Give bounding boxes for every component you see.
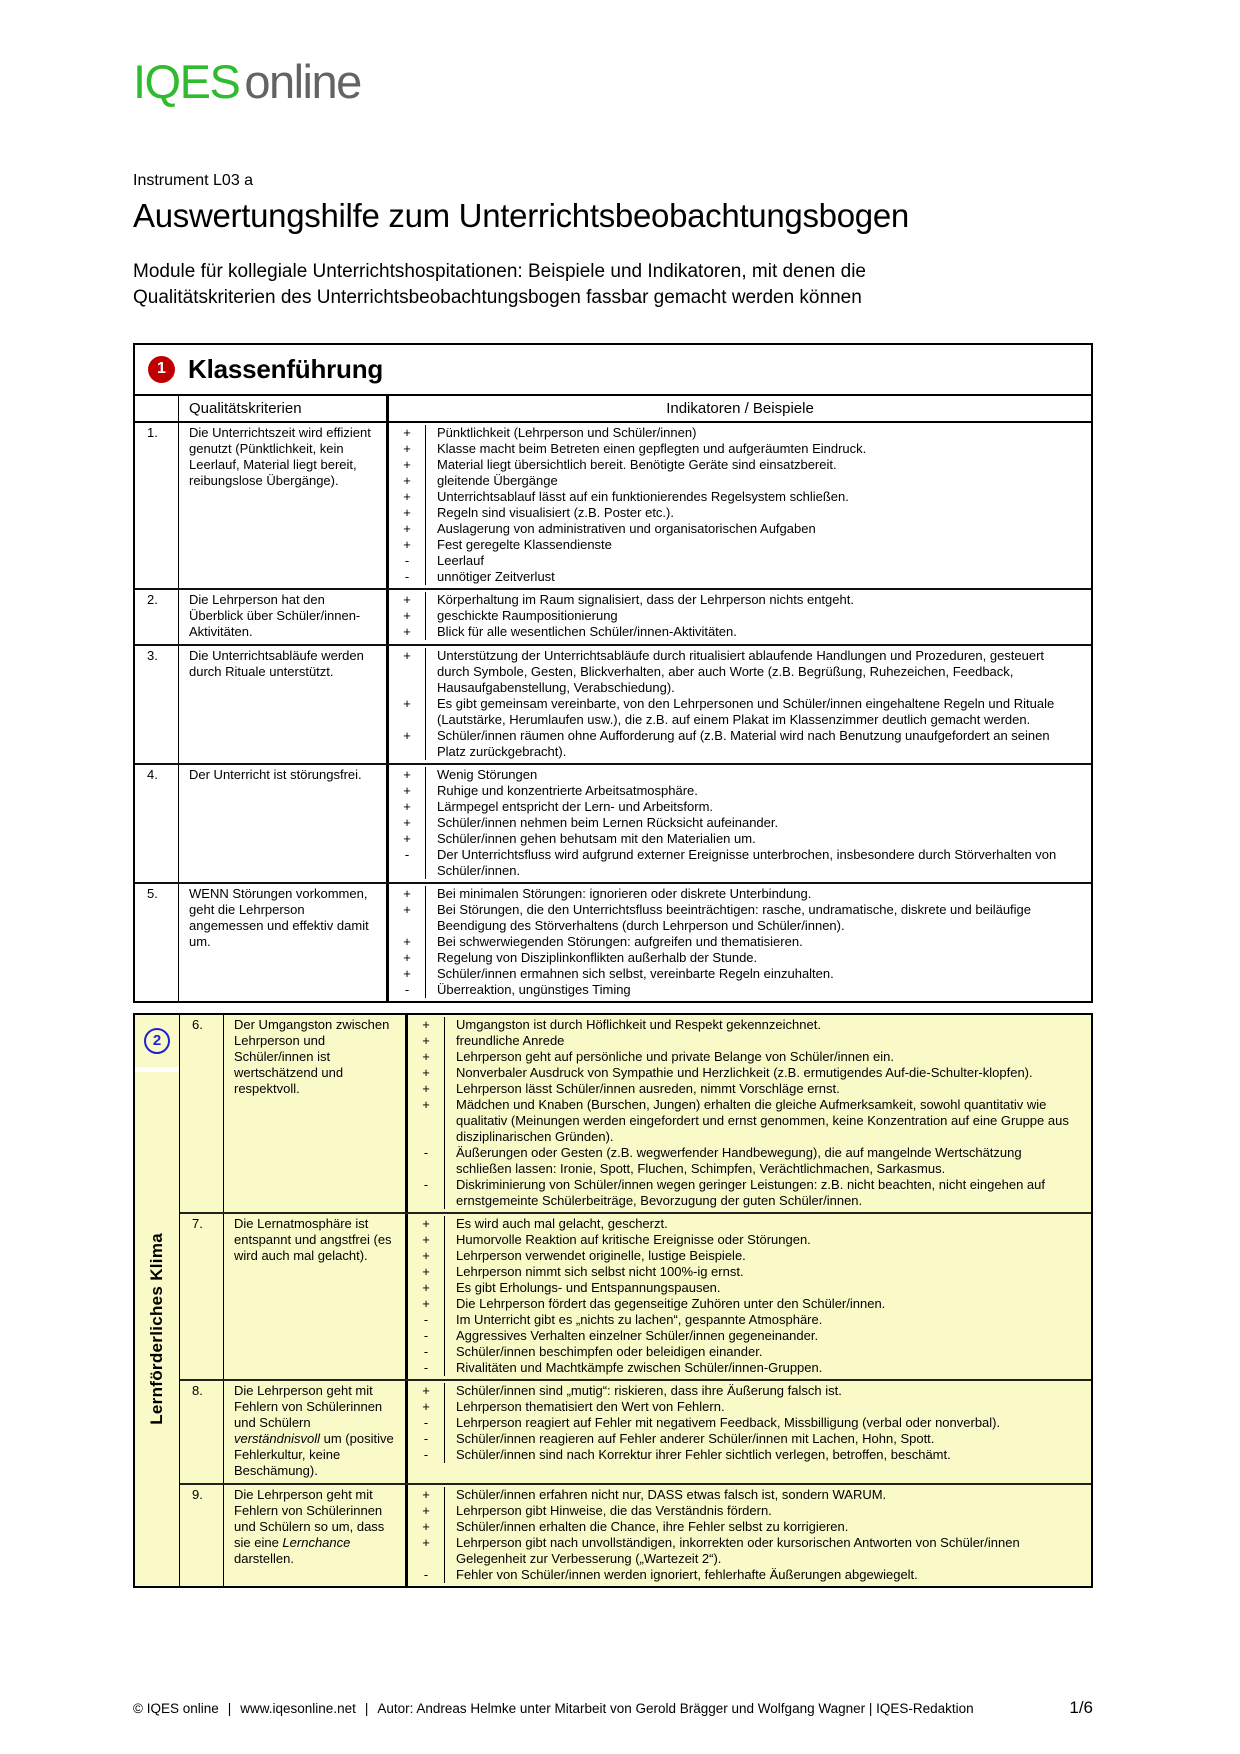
- indicator-text: Schüler/innen ermahnen sich selbst, vereinbarte Regeln einzuhalten.: [437, 965, 834, 981]
- indicator-sign: +: [389, 521, 426, 537]
- criteria-rows-section-2: [180, 1015, 1091, 1586]
- indicator-row: [408, 1280, 1091, 1296]
- indicator-text: gleitende Übergänge: [437, 472, 558, 488]
- indicator-row: [389, 569, 1091, 585]
- section-2-title-vertical: Lernförderliches Klima: [147, 1232, 166, 1425]
- criteria-text: [179, 765, 389, 882]
- indicator-row: [408, 1383, 1091, 1399]
- table-row: [180, 1379, 1091, 1483]
- indicator-text: Lehrperson reagiert auf Fehler mit negativem Feedback, Missbilligung (verbal oder nonverbal).: [456, 1414, 1001, 1430]
- indicator-text: Lärmpegel entspricht der Lern- und Arbeitsform.: [437, 798, 714, 814]
- indicator-text: Material liegt übersichtlich bereit. Benötigte Geräte sind einsatzbereit.: [437, 456, 837, 472]
- header-qualitaetskriterien: Qualitätskriterien: [179, 396, 389, 421]
- criteria-emphasis: Lernchance: [282, 1534, 351, 1550]
- indicator-row: [389, 521, 1091, 537]
- indicator-text: Körperhaltung im Raum signalisiert, dass der Lehrperson nichts entgeht.: [437, 591, 854, 607]
- section-2-badge-cell: [135, 1015, 179, 1067]
- table-row: [135, 644, 1091, 763]
- indicator-row: [408, 1264, 1091, 1280]
- criteria-emphasis: verständnisvoll: [234, 1430, 320, 1446]
- table-row: [135, 423, 1091, 588]
- row-number: 3.: [135, 646, 179, 763]
- logo-text-online: online: [244, 55, 361, 108]
- indicator-row: [389, 441, 1091, 457]
- indicator-list: [389, 765, 1091, 882]
- indicator-sign: +: [408, 1017, 445, 1033]
- indicator-row: [408, 1216, 1091, 1232]
- criteria-text: [224, 1485, 408, 1586]
- indicator-sign: +: [389, 457, 426, 473]
- indicator-text: Der Unterrichtsfluss wird aufgrund externer Ereignisse unterbrochen, insbesondere durch Störverhalten von Schüler/innen.: [437, 846, 1057, 878]
- indicator-sign: -: [408, 1567, 445, 1583]
- indicator-text: Äußerungen oder Gesten (z.B. wegwerfender Handbewegung), die auf mangelnde Wertschätzung schließen lassen: Ironie, Spott, Fluchen, Schimpfen, Verächtlichmachen, Sarkasmus.: [456, 1144, 1022, 1176]
- indicator-text: Mädchen und Knaben (Burschen, Jungen) erhalten die gleiche Aufmerksamkeit, sowohl quantitativ wie qualitativ (Meinungen werden eingefordert und ernst genommen, keine Konzentration auf eine Gruppe aus disziplinarischen Gründen).: [456, 1096, 1069, 1144]
- criteria-segment: Der Unterricht ist störungsfrei.: [189, 766, 362, 782]
- table-row: [135, 882, 1091, 1001]
- page-title: Auswertungshilfe zum Unterrichtsbeobachtungsbogen: [133, 196, 909, 234]
- page-content: [133, 0, 1093, 1588]
- indicator-text: Unterstützung der Unterrichtsabläufe durch ritualisiert ablaufende Handlungen und Prozeduren, gesteuert durch Symbole, Gesten, Blickverhalten, aber auch Worte (z.B. Begrüßung, Ruhezeichen, Feedback, Hausaufgabenstellung, Verabschiedung).: [437, 647, 1045, 695]
- criteria-segment: Die Lehrperson geht mit Fehlern von Schülerinnen und Schülern so um, dass sie eine: [234, 1486, 385, 1550]
- indicator-row: [408, 1049, 1091, 1065]
- page-subtitle: Module für kollegiale Unterrichtshospitationen: Beispiele und Indikatoren, mit denen die Qualitätskriterien des Unterrichtsbeobachtungsbogen fassbar gemacht werden können: [133, 260, 866, 308]
- indicator-text: Humorvolle Reaktion auf kritische Ereignisse oder Störungen.: [456, 1231, 811, 1247]
- indicator-row: [389, 537, 1091, 553]
- indicator-row: [408, 1487, 1091, 1503]
- indicator-row: [389, 553, 1091, 569]
- indicator-row: [408, 1535, 1091, 1567]
- indicator-row: [408, 1017, 1091, 1033]
- indicator-sign: +: [408, 1503, 445, 1519]
- indicator-text: Schüler/innen beschimpfen oder beleidigen einander.: [456, 1343, 763, 1359]
- criteria-segment: Die Unterrichtsabläufe werden durch Rituale unterstützt.: [189, 647, 364, 679]
- indicator-text: Schüler/innen räumen ohne Aufforderung auf (z.B. Material wird nach Benutzung unaufgefordert an seinen Platz zurückgebracht).: [437, 727, 1050, 759]
- indicator-text: Schüler/innen sind nach Korrektur ihrer Fehler sichtlich verlegen, betroffen, beschämt.: [456, 1446, 951, 1462]
- indicator-sign: +: [389, 815, 426, 831]
- indicator-row: [408, 1519, 1091, 1535]
- indicator-row: [389, 457, 1091, 473]
- indicator-text: Auslagerung von administrativen und organisatorischen Aufgaben: [437, 520, 816, 536]
- indicator-sign: +: [408, 1296, 445, 1312]
- indicator-row: [408, 1097, 1091, 1145]
- indicator-row: [408, 1248, 1091, 1264]
- footer-credits: [133, 1701, 974, 1716]
- criteria-text: [179, 646, 389, 763]
- indicator-list: [389, 646, 1091, 763]
- indicator-sign: +: [408, 1033, 445, 1049]
- indicator-text: Ruhige und konzentrierte Arbeitsatmosphäre.: [437, 782, 698, 798]
- indicator-row: [389, 831, 1091, 847]
- row-number: 6.: [180, 1015, 224, 1212]
- indicator-row: [389, 489, 1091, 505]
- indicator-row: [408, 1399, 1091, 1415]
- footer-author: Autor: Andreas Helmke unter Mitarbeit von Gerold Brägger und Wolfgang Wagner | IQES-Redaktion: [377, 1701, 974, 1716]
- footer-separator: |: [227, 1701, 232, 1716]
- indicator-text: Schüler/innen erhalten die Chance, ihre Fehler selbst zu korrigieren.: [456, 1518, 849, 1534]
- indicator-sign: -: [389, 553, 426, 569]
- row-number: 7.: [180, 1214, 224, 1379]
- indicator-text: Schüler/innen gehen behutsam mit den Materialien um.: [437, 830, 756, 846]
- criteria-segment: Die Lernatmosphäre ist entspannt und angstfrei (es wird auch mal gelacht).: [234, 1215, 392, 1263]
- indicator-list: [389, 884, 1091, 1001]
- indicator-sign: +: [408, 1519, 445, 1535]
- indicator-text: Rivalitäten und Machtkämpfe zwischen Schüler/innen-Gruppen.: [456, 1359, 823, 1375]
- row-number: 1.: [135, 423, 179, 588]
- iqes-logo: [133, 56, 1093, 108]
- indicator-sign: +: [389, 648, 426, 696]
- indicator-list: [408, 1485, 1091, 1586]
- indicator-text: Schüler/innen sind „mutig“: riskieren, dass ihre Äußerung falsch ist.: [456, 1382, 842, 1398]
- indicator-row: [389, 473, 1091, 489]
- indicator-text: Lehrperson thematisiert den Wert von Fehlern.: [456, 1398, 725, 1414]
- row-number: 9.: [180, 1485, 224, 1586]
- criteria-rows-section-1: [135, 423, 1091, 1001]
- page-number: 1/6: [1069, 1698, 1093, 1717]
- indicator-sign: +: [408, 1280, 445, 1296]
- indicator-text: Es wird auch mal gelacht, gescherzt.: [456, 1215, 668, 1231]
- indicator-text: Pünktlichkeit (Lehrperson und Schüler/innen): [437, 424, 697, 440]
- indicator-row: [389, 950, 1091, 966]
- indicator-sign: +: [389, 799, 426, 815]
- indicator-text: Fest geregelte Klassendienste: [437, 536, 612, 552]
- section-1-title: Klassenführung: [188, 353, 384, 384]
- indicator-list: [408, 1381, 1091, 1483]
- indicator-text: Bei schwerwiegenden Störungen: aufgreifen und thematisieren.: [437, 933, 803, 949]
- indicator-row: [408, 1447, 1091, 1463]
- side-label-cell: [135, 1072, 179, 1586]
- indicator-text: Im Unterricht gibt es „nichts zu lachen“, gespannte Atmosphäre.: [456, 1311, 823, 1327]
- indicator-row: [408, 1344, 1091, 1360]
- indicator-text: Wenig Störungen: [437, 766, 538, 782]
- indicator-text: Lehrperson lässt Schüler/innen ausreden, nimmt Vorschläge ernst.: [456, 1080, 840, 1096]
- indicator-sign: +: [408, 1535, 445, 1567]
- indicator-sign: -: [389, 847, 426, 879]
- indicator-sign: +: [408, 1049, 445, 1065]
- row-number: 4.: [135, 765, 179, 882]
- indicator-text: Bei minimalen Störungen: ignorieren oder diskrete Unterbindung.: [437, 885, 812, 901]
- page-footer: [133, 1698, 1093, 1718]
- indicator-sign: +: [408, 1487, 445, 1503]
- criteria-text: [179, 884, 389, 1001]
- indicator-text: Lehrperson gibt Hinweise, die das Verständnis fördern.: [456, 1502, 772, 1518]
- row-number: 2.: [135, 590, 179, 644]
- indicator-text: Regeln sind visualisiert (z.B. Poster etc.).: [437, 504, 674, 520]
- section-1-number-badge: 1: [148, 356, 175, 383]
- indicator-text: Lehrperson geht auf persönliche und private Belange von Schüler/innen ein.: [456, 1048, 894, 1064]
- section-lernfoerderliches-klima: [133, 1013, 1093, 1588]
- indicator-row: [408, 1328, 1091, 1344]
- indicator-sign: +: [389, 473, 426, 489]
- criteria-text: [224, 1015, 408, 1212]
- indicator-text: Schüler/innen erfahren nicht nur, DASS etwas falsch ist, sondern WARUM.: [456, 1486, 887, 1502]
- indicator-sign: +: [408, 1081, 445, 1097]
- indicator-row: [389, 783, 1091, 799]
- indicator-sign: +: [389, 934, 426, 950]
- indicator-sign: +: [408, 1065, 445, 1081]
- indicator-row: [408, 1177, 1091, 1209]
- indicator-row: [389, 767, 1091, 783]
- criteria-text: [179, 590, 389, 644]
- table-header-row: [135, 396, 1091, 423]
- criteria-text: [179, 423, 389, 588]
- table-row: [135, 763, 1091, 882]
- indicator-text: Unterrichtsablauf lässt auf ein funktionierendes Regelsystem schließen.: [437, 488, 849, 504]
- indicator-text: geschickte Raumpositionierung: [437, 607, 618, 623]
- section-1-title-row: [135, 345, 1091, 396]
- criteria-segment: Der Umgangston zwischen Lehrperson und Schüler/innen ist wertschätzend und respektvoll.: [234, 1016, 390, 1096]
- table-row: [180, 1212, 1091, 1379]
- indicator-sign: +: [389, 441, 426, 457]
- indicator-list: [389, 590, 1091, 644]
- indicator-sign: +: [389, 767, 426, 783]
- indicator-text: unnötiger Zeitverlust: [437, 568, 555, 584]
- indicator-sign: +: [408, 1216, 445, 1232]
- indicator-row: [408, 1145, 1091, 1177]
- indicator-row: [408, 1232, 1091, 1248]
- indicator-row: [408, 1033, 1091, 1049]
- indicator-sign: +: [408, 1264, 445, 1280]
- indicator-sign: +: [389, 728, 426, 760]
- indicator-row: [389, 966, 1091, 982]
- indicator-sign: +: [389, 950, 426, 966]
- indicator-sign: +: [408, 1248, 445, 1264]
- criteria-text: [224, 1214, 408, 1379]
- indicator-text: Blick für alle wesentlichen Schüler/innen-Aktivitäten.: [437, 623, 737, 639]
- indicator-sign: -: [408, 1360, 445, 1376]
- indicator-row: [389, 592, 1091, 608]
- indicator-text: Es gibt Erholungs- und Entspannungspausen.: [456, 1279, 721, 1295]
- indicator-sign: +: [408, 1399, 445, 1415]
- indicator-sign: +: [389, 608, 426, 624]
- indicator-row: [408, 1415, 1091, 1431]
- indicator-sign: -: [408, 1447, 445, 1463]
- indicator-sign: +: [408, 1232, 445, 1248]
- indicator-text: Schüler/innen reagieren auf Fehler anderer Schüler/innen mit Lachen, Hohn, Spott.: [456, 1430, 935, 1446]
- indicator-row: [408, 1567, 1091, 1583]
- indicator-row: [389, 847, 1091, 879]
- indicator-text: Überreaktion, ungünstiges Timing: [437, 981, 631, 997]
- indicator-text: Nonverbaler Ausdruck von Sympathie und Herzlichkeit (z.B. ermutigendes Auf-die-Schulter-klopfen).: [456, 1064, 1033, 1080]
- indicator-sign: -: [408, 1344, 445, 1360]
- indicator-row: [389, 425, 1091, 441]
- indicator-text: Lehrperson nimmt sich selbst nicht 100%-ig ernst.: [456, 1263, 744, 1279]
- indicator-sign: -: [408, 1145, 445, 1177]
- indicator-text: Umgangston ist durch Höflichkeit und Respekt gekennzeichnet.: [456, 1016, 821, 1032]
- indicator-sign: -: [408, 1328, 445, 1344]
- indicator-text: freundliche Anrede: [456, 1032, 565, 1048]
- indicator-text: Die Lehrperson fördert das gegenseitige Zuhören unter den Schüler/innen.: [456, 1295, 886, 1311]
- indicator-sign: +: [389, 489, 426, 505]
- section-2-side-column: [135, 1015, 180, 1586]
- indicator-row: [389, 799, 1091, 815]
- indicator-row: [408, 1503, 1091, 1519]
- indicator-sign: -: [408, 1415, 445, 1431]
- indicator-sign: +: [389, 505, 426, 521]
- indicator-text: Leerlauf: [437, 552, 484, 568]
- indicator-sign: +: [389, 966, 426, 982]
- indicator-text: Lehrperson gibt nach unvollständigen, inkorrekten oder kursorischen Antworten von Schüler/innen Gelegenheit zur Verbesserung („Wartezeit 2“).: [456, 1534, 1020, 1566]
- indicator-row: [389, 934, 1091, 950]
- criteria-segment: Die Unterrichtszeit wird effizient genutzt (Pünktlichkeit, kein Leerlauf, Material liegt bereit, reibungslose Übergänge).: [189, 424, 371, 488]
- section-klassenfuehrung: [133, 343, 1093, 1003]
- indicator-list: [408, 1214, 1091, 1379]
- footer-url: www.iqesonline.net: [240, 1701, 356, 1716]
- footer-separator: |: [364, 1701, 369, 1716]
- criteria-segment: darstellen.: [234, 1550, 294, 1566]
- indicator-sign: +: [389, 696, 426, 728]
- indicator-row: [408, 1312, 1091, 1328]
- section-2-number-badge: 2: [144, 1028, 170, 1054]
- indicator-sign: +: [408, 1383, 445, 1399]
- row-number: 8.: [180, 1381, 224, 1483]
- row-number: 5.: [135, 884, 179, 1001]
- indicator-text: Aggressives Verhalten einzelner Schüler/innen gegeneinander.: [456, 1327, 819, 1343]
- criteria-segment: WENN Störungen vorkommen, geht die Lehrperson angemessen und effektiv damit um.: [189, 885, 369, 949]
- indicator-text: Lehrperson verwendet originelle, lustige Beispiele.: [456, 1247, 746, 1263]
- indicator-sign: +: [389, 425, 426, 441]
- indicator-row: [389, 886, 1091, 902]
- criteria-segment: Die Lehrperson geht mit Fehlern von Schülerinnen und Schülern: [234, 1382, 383, 1430]
- footer-copyright: © IQES online: [133, 1701, 219, 1716]
- indicator-row: [389, 902, 1091, 934]
- indicator-row: [389, 608, 1091, 624]
- indicator-text: Bei Störungen, die den Unterrichtsfluss beeinträchtigen: rasche, undramatische, diskrete und beiläufige Beendigung des Störverhaltens (durch Lehrperson und Schüler/innen).: [437, 901, 1032, 933]
- indicator-sign: +: [389, 886, 426, 902]
- indicator-sign: -: [408, 1312, 445, 1328]
- indicator-row: [408, 1065, 1091, 1081]
- indicator-sign: +: [389, 902, 426, 934]
- instrument-label: Instrument L03 a: [133, 171, 254, 189]
- indicator-row: [389, 696, 1091, 728]
- indicator-sign: +: [408, 1097, 445, 1145]
- indicator-sign: +: [389, 783, 426, 799]
- indicator-sign: -: [408, 1431, 445, 1447]
- indicator-text: Regelung von Disziplinkonflikten außerhalb der Stunde.: [437, 949, 758, 965]
- table-row: [135, 588, 1091, 644]
- indicator-text: Klasse macht beim Betreten einen gepflegten und aufgeräumten Eindruck.: [437, 440, 867, 456]
- indicator-sign: +: [389, 624, 426, 640]
- indicator-sign: +: [389, 592, 426, 608]
- indicator-row: [389, 815, 1091, 831]
- indicator-list: [408, 1015, 1091, 1212]
- header-indikatoren-beispiele: Indikatoren / Beispiele: [666, 399, 814, 417]
- indicator-sign: -: [389, 982, 426, 998]
- indicator-row: [408, 1081, 1091, 1097]
- criteria-text: [224, 1381, 408, 1483]
- indicator-row: [408, 1431, 1091, 1447]
- indicator-list: [389, 423, 1091, 588]
- indicator-text: Es gibt gemeinsam vereinbarte, von den Lehrpersonen und Schüler/innen eingehaltene Regeln und Rituale (Lautstärke, Herumlaufen usw.), die z.B. auf einem Plakat im Klassenzimmer deutlich gemacht werden.: [437, 695, 1055, 727]
- indicator-sign: -: [389, 569, 426, 585]
- criteria-segment: um (positive Fehlerkultur, keine Beschämung).: [234, 1430, 394, 1478]
- table-row: [180, 1015, 1091, 1212]
- indicator-row: [389, 728, 1091, 760]
- indicator-row: [389, 624, 1091, 640]
- indicator-text: Fehler von Schüler/innen werden ignoriert, fehlerhafte Äußerungen abgewiegelt.: [456, 1566, 918, 1582]
- indicator-text: Schüler/innen nehmen beim Lernen Rücksicht aufeinander.: [437, 814, 779, 830]
- indicator-sign: -: [408, 1177, 445, 1209]
- criteria-segment: Die Lehrperson hat den Überblick über Schüler/innen-Aktivitäten.: [189, 591, 361, 639]
- logo-text-iqes: IQES: [133, 55, 240, 108]
- indicator-sign: +: [389, 831, 426, 847]
- indicator-row: [408, 1296, 1091, 1312]
- header-number-cell: [135, 396, 179, 421]
- indicator-row: [389, 648, 1091, 696]
- indicator-row: [389, 982, 1091, 998]
- indicator-text: Diskriminierung von Schüler/innen wegen geringer Leistungen: z.B. nicht beachten, nicht eingehen auf ernstgemeinte Schülerbeiträge, Bevorzugung der guten Schüler/innen.: [456, 1176, 1045, 1208]
- table-row: [180, 1483, 1091, 1586]
- indicator-row: [408, 1360, 1091, 1376]
- indicator-sign: +: [389, 537, 426, 553]
- indicator-row: [389, 505, 1091, 521]
